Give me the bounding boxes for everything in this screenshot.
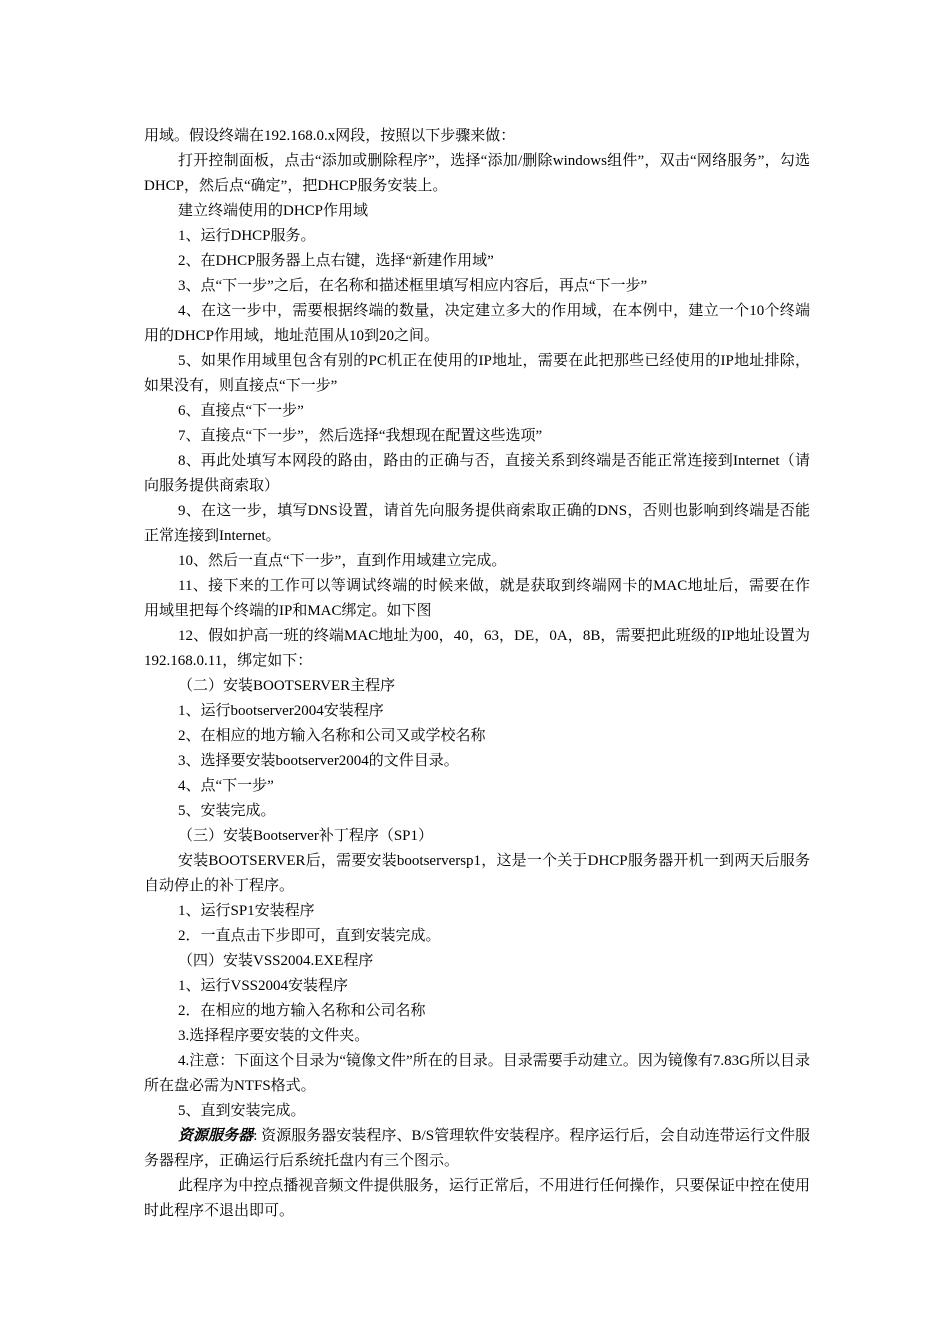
paragraph: 1、运行VSS2004安装程序 (178, 978, 349, 994)
paragraph: 11、接下来的工作可以等调试终端的时候来做，就是获取到终端网卡的MAC地址后，需要在作用域里把每个终端的IP和MAC绑定。如下图 (144, 578, 810, 619)
paragraph: 打开控制面板，点击“添加或删除程序”，选择“添加/删除windows组件”，双击“网络服务”，勾选DHCP，然后点“确定”，把DHCP服务安装上。 (144, 153, 810, 194)
section-heading: （四）安装VSS2004.EXE程序 (178, 953, 374, 969)
paragraph: 2．在相应的地方输入名称和公司名称 (178, 1003, 426, 1019)
paragraph: 7、直接点“下一步”，然后选择“我想现在配置这些选项” (178, 428, 543, 444)
paragraph: 用域。假设终端在192.168.0.x网段，按照以下步骤来做： (144, 128, 516, 144)
paragraph: 3、点“下一步”之后，在名称和描述框里填写相应内容后，再点“下一步” (178, 278, 648, 294)
paragraph: 1、运行bootserver2004安装程序 (178, 703, 384, 719)
document-body (144, 124, 810, 1224)
paragraph: 5、安装完成。 (178, 803, 276, 819)
section-heading: （三）安装Bootserver补丁程序（SP1） (178, 828, 434, 844)
paragraph: 建立终端使用的DHCP作用域 (178, 203, 369, 219)
paragraph: 8、再此处填写本网段的路由，路由的正确与否，直接关系到终端是否能正常连接到Internet（请向服务提供商索取） (144, 453, 810, 494)
paragraph: 4.注意：下面这个目录为“镜像文件”所在的目录。目录需要手动建立。因为镜像有7.83G所以目录所在盘必需为NTFS格式。 (144, 1053, 810, 1094)
paragraph: 安装BOOTSERVER后，需要安装bootserversp1，这是一个关于DHCP服务器开机一到两天后服务自动停止的补丁程序。 (144, 853, 810, 894)
paragraph: 3.选择程序要安装的文件夹。 (178, 1028, 370, 1044)
resource-server-lead: 资源服务器 (178, 1128, 254, 1144)
paragraph: 4、点“下一步” (178, 778, 274, 794)
paragraph: 6、直接点“下一步” (178, 403, 304, 419)
paragraph: 3、选择要安装bootserver2004的文件目录。 (178, 753, 459, 769)
paragraph: 10、然后一直点“下一步”，直到作用域建立完成。 (178, 553, 507, 569)
paragraph: 4、在这一步中，需要根据终端的数量，决定建立多大的作用域，在本例中，建立一个10个终端用的DHCP作用域，地址范围从10到20之间。 (144, 303, 810, 344)
resource-server-paragraph (144, 1124, 810, 1174)
paragraph: 2．一直点击下步即可，直到安装完成。 (178, 928, 441, 944)
paragraph: 2、在相应的地方输入名称和公司又或学校名称 (178, 728, 486, 744)
paragraph: 9、在这一步，填写DNS设置，请首先向服务提供商索取正确的DNS，否则也影响到终端是否能正常连接到Internet。 (144, 503, 810, 544)
paragraph: 2、在DHCP服务器上点右键，选择“新建作用域” (178, 253, 494, 269)
paragraph: 1、运行SP1安装程序 (178, 903, 315, 919)
section-heading: （二）安装BOOTSERVER主程序 (178, 678, 396, 694)
paragraph: 5、如果作用域里包含有别的PC机正在使用的IP地址，需要在此把那些已经使用的IP地址排除，如果没有，则直接点“下一步” (144, 353, 810, 394)
resource-server-text: : 资源服务器安装程序、B/S管理软件安装程序。程序运行后，会自动连带运行文件服务器程序，正确运行后系统托盘内有三个图示。 (144, 1128, 810, 1169)
final-paragraph: 此程序为中控点播视音频文件提供服务，运行正常后，不用进行任何操作，只要保证中控在使用时此程序不退出即可。 (144, 1178, 810, 1219)
paragraph: 1、运行DHCP服务。 (178, 228, 316, 244)
paragraph: 5、直到安装完成。 (178, 1103, 306, 1119)
paragraph: 12、假如护高一班的终端MAC地址为00，40，63，DE，0A，8B，需要把此班级的IP地址设置为192.168.0.11，绑定如下： (144, 628, 810, 669)
